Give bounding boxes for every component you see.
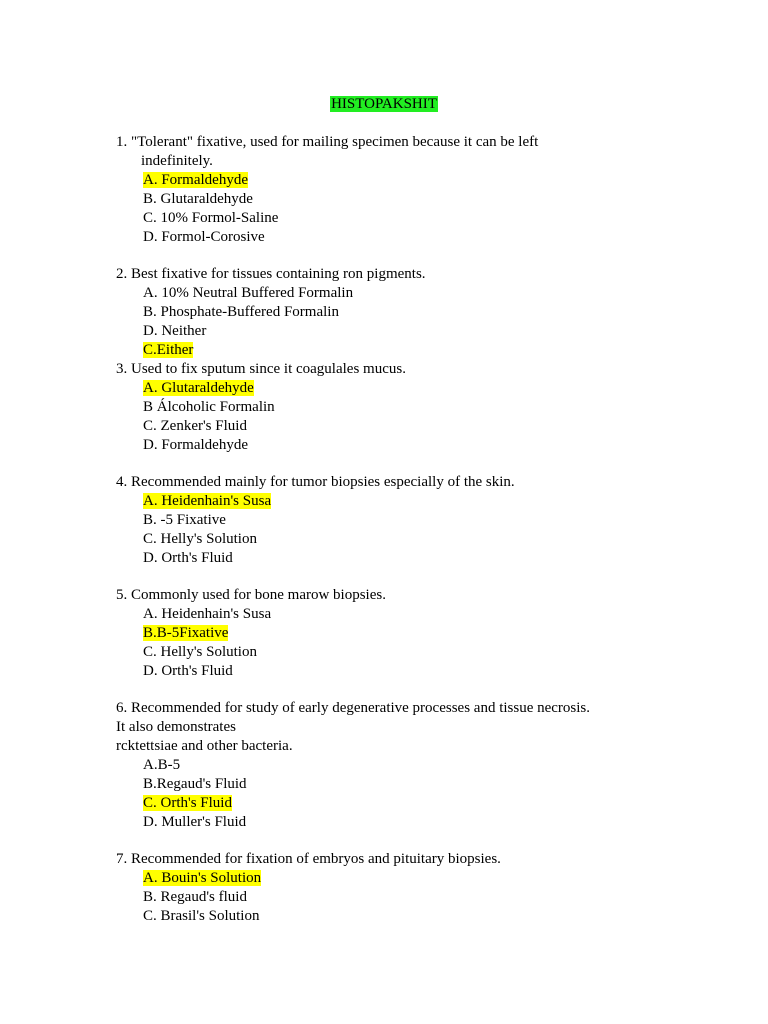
question-4 [116, 473, 676, 568]
question-4-option-c: C. Helly's Solution [143, 531, 257, 547]
question-1-option-d: D. Formol-Corosive [143, 229, 265, 245]
question-3-text: 3. Used to fix sputum since it coagulales mucus. [116, 361, 406, 377]
question-1-text: 1. "Tolerant" fixative, used for mailing specimen because it can be left [116, 134, 539, 150]
question-2-option-c [116, 341, 676, 360]
question-3-option-a [116, 379, 676, 398]
question-4-text: 4. Recommended mainly for tumor biopsies especially of the skin. [116, 474, 515, 490]
highlighted-answer: A. Bouin's Solution [143, 870, 262, 886]
question-2-text: 2. Best fixative for tissues containing ron pigments. [116, 266, 426, 282]
question-4-option-b: B. -5 Fixative [143, 512, 226, 528]
question-2-option-b: B. Phosphate-Buffered Formalin [143, 304, 339, 320]
document-title-text: HISTOPAKSHIT [331, 96, 437, 112]
highlighted-answer: B.B-5Fixative [143, 625, 229, 641]
question-1 [116, 133, 676, 247]
question-5-option-d: D. Orth's Fluid [143, 663, 233, 679]
question-6 [116, 699, 676, 832]
question-7-option-a [116, 869, 676, 888]
question-2 [116, 265, 676, 360]
question-6-option-a: A.B-5 [143, 757, 181, 773]
highlighted-answer: A. Glutaraldehyde [143, 380, 254, 396]
question-5-option-c: C. Helly's Solution [143, 644, 257, 660]
highlighted-answer: C. Orth's Fluid [143, 795, 232, 811]
document-title [0, 95, 768, 114]
question-6-text: 6. Recommended for study of early degenerative processes and tissue necrosis. [116, 700, 591, 716]
question-5-text: 5. Commonly used for bone marow biopsies. [116, 587, 386, 603]
question-7-option-c: C. Brasil's Solution [143, 908, 260, 924]
highlighted-answer: A. Formaldehyde [143, 172, 248, 188]
question-7-text: 7. Recommended for fixation of embryos and pituitary biopsies. [116, 851, 501, 867]
question-5-option-b [116, 624, 676, 643]
question-1-option-c: C. 10% Formol-Saline [143, 210, 279, 226]
question-3-option-c: C. Zenker's Fluid [143, 418, 247, 434]
question-6-option-c [116, 794, 676, 813]
question-4-option-a [116, 492, 676, 511]
question-list [116, 133, 676, 926]
highlighted-answer: C.Either [143, 342, 194, 358]
question-1-option-a [116, 171, 676, 190]
question-7-option-b: B. Regaud's fluid [143, 889, 247, 905]
question-1-option-b: B. Glutaraldehyde [143, 191, 253, 207]
question-5 [116, 586, 676, 681]
question-3-option-b: B Álcoholic Formalin [143, 399, 275, 415]
highlighted-answer: A. Heidenhain's Susa [143, 493, 272, 509]
question-2-option-d: D. Neither [143, 323, 207, 339]
question-3 [116, 360, 676, 455]
question-1-text-cont: indefinitely. [141, 153, 213, 169]
question-6-option-b: B.Regaud's Fluid [143, 776, 247, 792]
question-6-text-cont-2: rcktettsiae and other bacteria. [116, 738, 293, 754]
question-3-option-d: D. Formaldehyde [143, 437, 248, 453]
question-4-option-d: D. Orth's Fluid [143, 550, 233, 566]
question-5-option-a: A. Heidenhain's Susa [143, 606, 272, 622]
question-6-option-d: D. Muller's Fluid [143, 814, 247, 830]
question-2-option-a: A. 10% Neutral Buffered Formalin [143, 285, 354, 301]
question-6-text-cont: It also demonstrates [116, 719, 236, 735]
question-7 [116, 850, 676, 926]
